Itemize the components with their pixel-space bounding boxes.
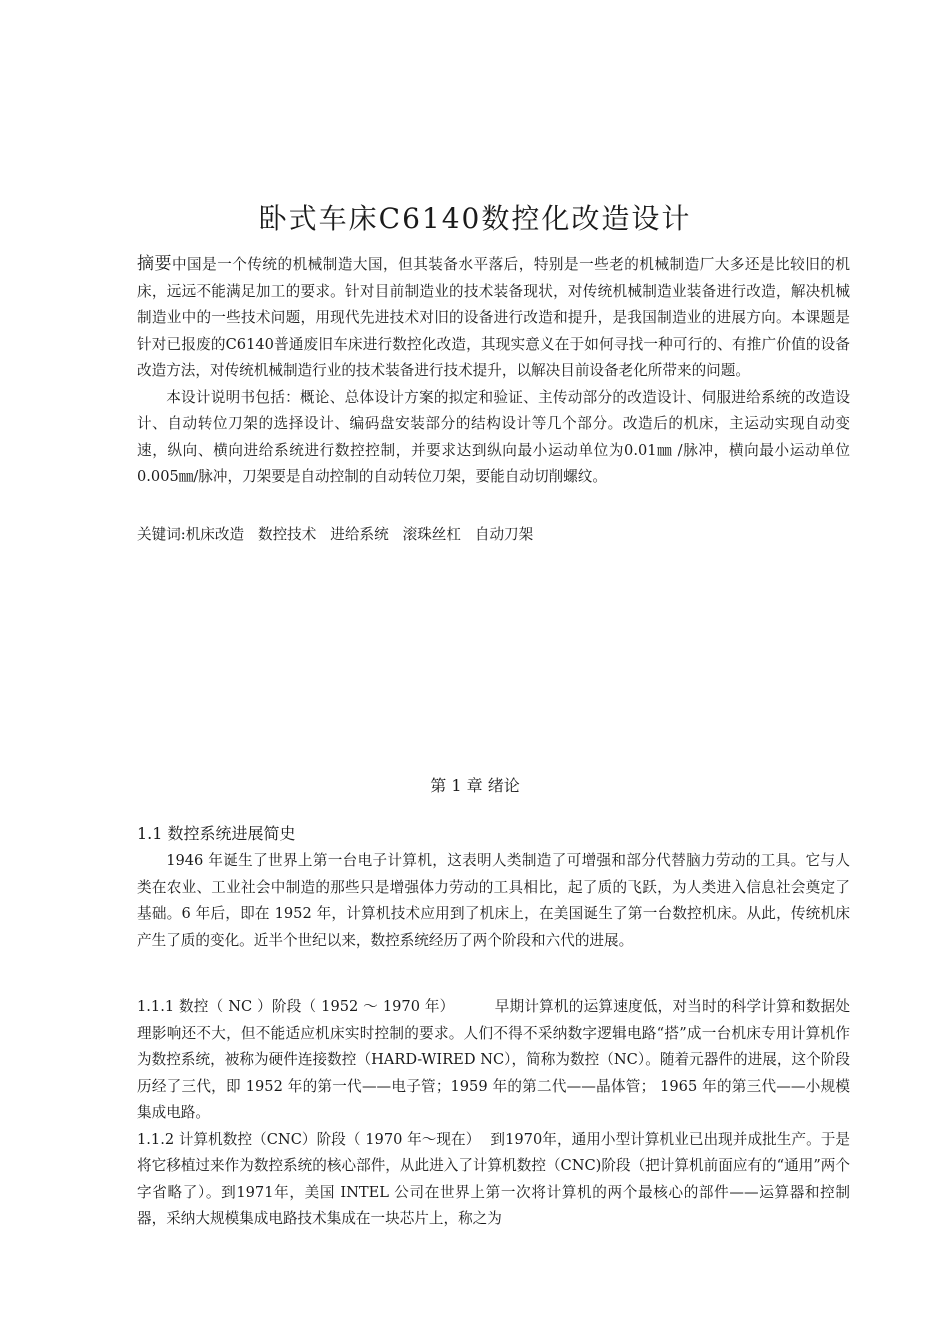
subsection-1-1-1-heading: 1.1.1 数控（ NC ）阶段（ 1952 ～ 1970 年） — [137, 998, 455, 1015]
chapter-title: 第 1 章 绪论 — [430, 776, 520, 795]
abstract-text-1: 中国是一个传统的机械制造大国，但其装备水平落后，特别是一些老的机械制造厂大多还是比较旧的机床，远远不能满足加工的要求。针对目前制造业的技术装备现状，对传统机械制造业装备进行改造，解决机械制造业中的一些技术问题，用现代先进技术对旧的设备进行改造和提升，是我国制造业的进展方向。本课题是针对已报废的C6140普通废旧车床进行数控化改造，其现实意义在于如何寻找一种可行的、有推广价值的设备改造方法，对传统机械制造行业的技术装备进行技术提升，以解决目前设备老化所带来的问题。 — [137, 256, 850, 379]
abstract-section — [137, 251, 850, 491]
subsection-1-1-2-text: 到1970年，通用小型计算机业已出现并成批生产。于是将它移植过来作为数控系统的核心部件，从此进入了计算机数控（CNC)阶段（把计算机前面应有的“通用”两个字省略了）。到1971年，美国 INTEL 公司在世界上第一次将计算机的两个最核心的部件——运算器和控制器，采纳大规模集成电路技术集成在一块芯片上，称之为 — [137, 1130, 850, 1227]
keywords-line — [137, 522, 850, 548]
subsection-1-1-2 — [137, 1127, 850, 1233]
keywords-items: 机床改造 数控技术 进给系统 滚珠丝杠 自动刀架 — [185, 526, 534, 543]
subsections-body — [137, 994, 850, 1233]
document-title: 卧式车床C6140数控化改造设计 — [258, 201, 692, 235]
subsection-1-1-1 — [137, 994, 850, 1127]
section-1-1-body — [137, 848, 850, 954]
abstract-label: 摘要 — [137, 254, 172, 274]
section-heading-1-1: 1.1 数控系统进展简史 — [137, 824, 296, 843]
subsection-1-1-2-heading: 1.1.2 计算机数控（CNC）阶段（ 1970 年～现在） — [137, 1130, 481, 1148]
keywords-label: 关键词: — [137, 526, 186, 543]
section-1-1-paragraph: 1946 年诞生了世界上第一台电子计算机，这表明人类制造了可增强和部分代替脑力劳动的工具。它与人类在农业、工业社会中制造的那些只是增强体力劳动的工具相比，起了质的飞跃，为人类进入信息社会奠定了基础。6 年后，即在 1952 年，计算机技术应用到了机床上，在美国诞生了第一台数控机床。从此，传统机床产生了质的变化。近半个世纪以来，数控系统经历了两个阶段和六代的进展。 — [137, 852, 850, 949]
abstract-paragraph-2: 本设计说明书包括：概论、总体设计方案的拟定和验证、主传动部分的改造设计、伺服进给系统的改造设计、自动转位刀架的选择设计、编码盘安装部分的结构设计等几个部分。改造后的机床，主运动实现自动变速，纵向、横向进给系统进行数控控制，并要求达到纵向最小运动单位为0.01㎜ /脉冲，横向最小运动单位0.005㎜/脉冲，刀架要是自动控制的自动转位刀架，要能自动切削螺纹。 — [137, 388, 850, 485]
abstract-paragraph-1 — [137, 251, 850, 385]
subsection-1-1-1-text: 早期计算机的运算速度低，对当时的科学计算和数据处理影响还不大，但不能适应机床实时控制的要求。人们不得不采纳数字逻辑电路“搭”成一台机床专用计算机作为数控系统，被称为硬件连接数控（HARD-WIRED NC），简称为数控（NC）。随着元器件的进展，这个阶段历经了三代，即 1952 年的第一代——电子管；1959 年的第二代——晶体管； 1965 年的第三代——小规模集成电路。 — [137, 998, 850, 1121]
